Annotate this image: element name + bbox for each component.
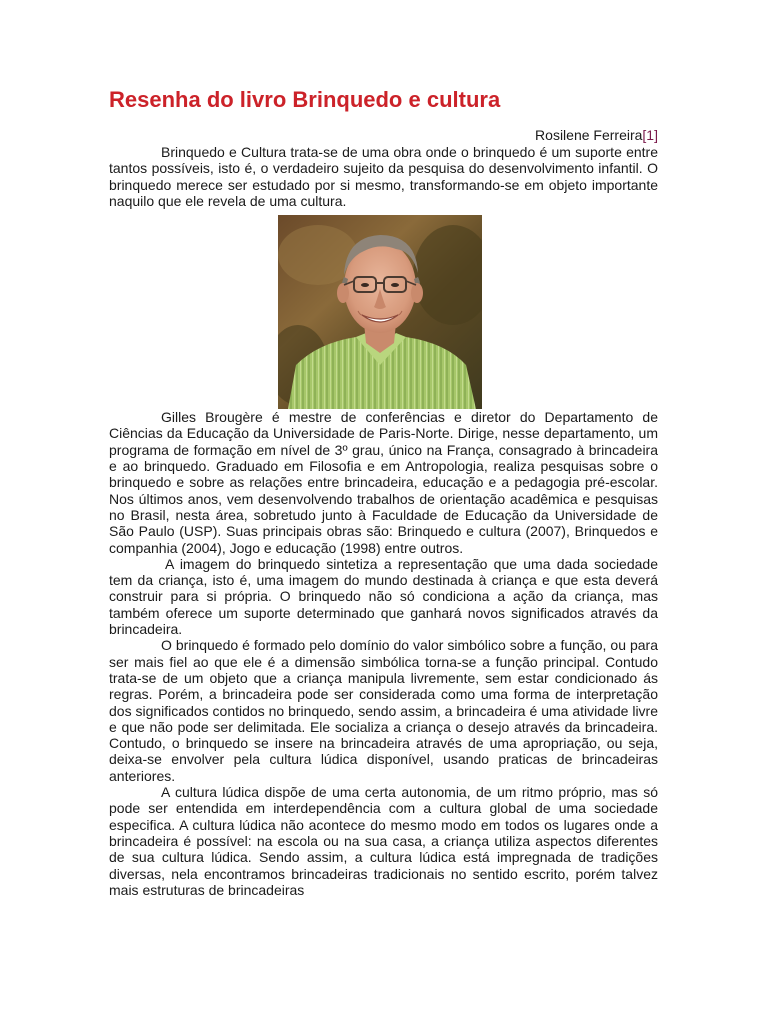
- author-photo: [278, 215, 482, 409]
- paragraph-author-bio: Gilles Brougère é mestre de conferências e diretor do Departamento de Ciências da Educação da Universidade de Paris-Norte. Dirige, nesse departamento, um programa de formação em nível de 3º grau, único na França, consagrado à brincadeira e ao brinquedo. Graduado em Filosofia e em Antropologia, realiza pesquisas sobre o brinquedo e sobre as relações entre brincadeira, educação e a pedagogia pré-escolar. Nos últimos anos, vem desenvolvendo trabalhos de orientação acadêmica e pesquisas no Brasil, nesta área, sobretudo junto à Faculdade de Educação da Universidade de São Paulo (USP). Suas principais obras são: Brinquedo e cultura (2007), Brinquedos e companhia (2004), Jogo e educação (1998) entre outros.: [109, 409, 658, 556]
- document-title: Resenha do livro Brinquedo e cultura: [109, 87, 501, 112]
- author-name: Rosilene Ferreira: [535, 127, 643, 143]
- paragraph-valor-simbolico: O brinquedo é formado pelo domínio do valor simbólico sobre a função, ou para ser mais fiel ao que ele é a dimensão simbólica torna-se a função principal. Contudo trata-se de um objeto que a criança manipula livremente, sem estar condicionado ás regras. Porém, a brincadeira pode ser considerada como uma forma de interpretação dos significados contidos no brinquedo, sendo assim, a brincadeira é uma atividade livre e que não pode ser delimitada. Ele socializa a criança o desejo através da brincadeira. Contudo, o brinquedo se insere na brincadeira através de uma apropriação, ou seja, deixa-se envolver pela cultura lúdica disponível, usando praticas de brincadeiras anteriores.: [109, 637, 658, 784]
- paragraph-brinquedo-imagem: A imagem do brinquedo sintetiza a representação que uma dada sociedade tem da criança, isto é, uma imagem do mundo destinada à criança e que esta deverá construir para si própria. O brinquedo não só condiciona a ação da criança, mas também oferece um suporte determinado que ganhará novos significados através da brincadeira.: [109, 555, 658, 638]
- author-line: [109, 126, 658, 144]
- paragraph-cultura-ludica: A cultura lúdica dispõe de uma certa autonomia, de um ritmo próprio, mas só pode ser entendida em interdependência com a cultura global de uma sociedade especifica. A cultura lúdica não acontece do mesmo modo em todos os lugares onde a brincadeira é possível: na escola ou na sua casa, a criança utiliza aspectos diferentes de sua cultura lúdica. Sendo assim, a cultura lúdica está impregnada de tradições diversas, nela encontramos brincadeiras tradicionais no sentido escrito, porém talvez mais estruturas de brincadeiras: [109, 784, 658, 898]
- document-page: [109, 84, 658, 898]
- author-photo-container: [109, 215, 658, 409]
- footnote-ref-link[interactable]: [1]: [642, 127, 658, 143]
- paragraph-intro: Brinquedo e Cultura trata-se de uma obra onde o brinquedo é um suporte entre tantos possíveis, isto é, o verdadeiro sujeito da pesquisa do desenvolvimento infantil. O brinquedo merece ser estudado por si mesmo, transformando-se em objeto importante naquilo que ele revela de uma cultura.: [109, 144, 658, 209]
